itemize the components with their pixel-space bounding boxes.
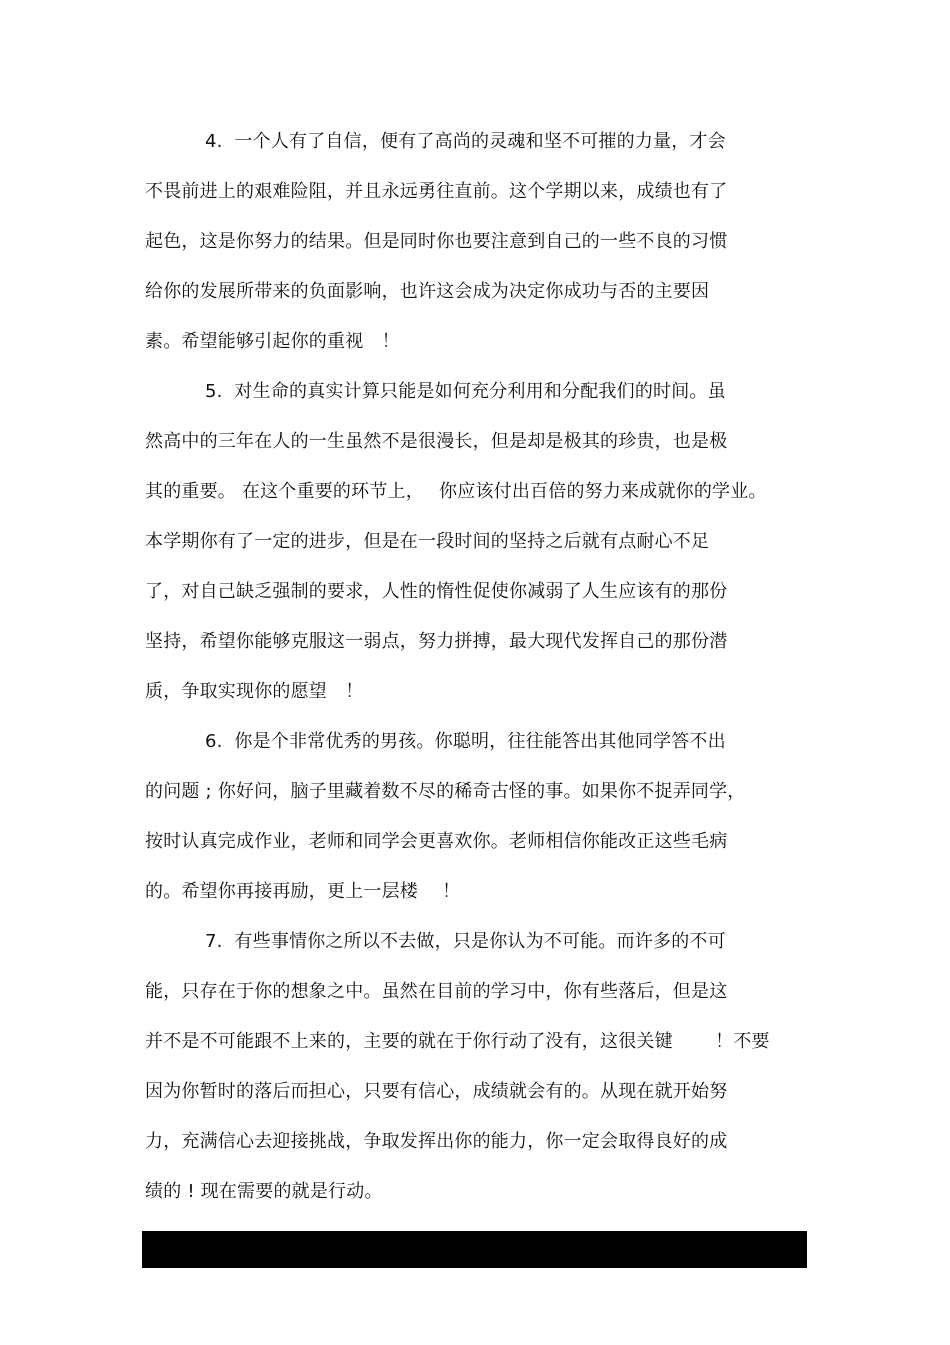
paragraph-6-line-3: 按时认真完成作业，老师和同学会更喜欢你。老师相信你能改正这些毛病 xyxy=(145,831,728,852)
paragraph-5-line-2: 然高中的三年在人的一生虽然不是很漫长，但是却是极其的珍贵，也是极 xyxy=(145,431,728,452)
paragraph-6-line-4: 的。希望你再接再励，更上一层楼 ！ xyxy=(145,881,461,902)
paragraph-4-line-3: 起色，这是你努力的结果。但是同时你也要注意到自己的一些不良的习惯 xyxy=(145,231,728,252)
paragraph-4-line-2: 不畏前进上的艰难险阻，并且永远勇往直前。这个学期以来，成绩也有了 xyxy=(145,181,728,202)
paragraph-7-line-1: 7. 有些事情你之所以不去做，只是你认为不可能。而许多的不可 xyxy=(205,931,726,952)
paragraph-7-line-6: 绩的 ! 现在需要的就是行动。 xyxy=(145,1181,383,1202)
paragraph-4-line-4: 给你的发展所带来的负面影响，也许这会成为决定你成功与否的主要因 xyxy=(145,281,710,302)
paragraph-4-line-5: 素。希望能够引起你的重视 ！ xyxy=(145,331,400,352)
paragraph-6-line-1: 6. 你是个非常优秀的男孩。你聪明，往往能答出其他同学答不出 xyxy=(205,731,726,752)
paragraph-7-line-4: 因为你暂时的落后而担心，只要有信心，成绩就会有的。从现在就开始努 xyxy=(145,1081,728,1102)
paragraph-4-line-1: 4. 一个人有了自信，便有了高尚的灵魂和坚不可摧的力量，才会 xyxy=(205,131,726,152)
paragraph-7-line-3: 并不是不可能跟不上来的，主要的就在于你行动了没有，这很关键 ！不要 xyxy=(145,1031,770,1052)
paragraph-6-line-2: 的问题 ; 你好问，脑子里藏着数不尽的稀奇古怪的事。如果你不捉弄同学， xyxy=(145,781,746,802)
paragraph-5-line-5: 了，对自己缺乏强制的要求，人性的惰性促使你减弱了人生应该有的那份 xyxy=(145,581,728,602)
paragraph-5-line-3: 其的重要。 在这个重要的环节上， 你应该付出百倍的努力来成就你的学业。 xyxy=(145,481,767,502)
paragraph-7-line-2: 能，只存在于你的想象之中。虽然在目前的学习中，你有些落后，但是这 xyxy=(145,981,728,1002)
paragraph-5-line-7: 质，争取实现你的愿望 ！ xyxy=(145,681,364,702)
paragraph-5-line-6: 坚持，希望你能够克服这一弱点，努力拼搏，最大现代发挥自己的那份潜 xyxy=(145,631,728,652)
paragraph-5-line-4: 本学期你有了一定的进步，但是在一段时间的坚持之后就有点耐心不足 xyxy=(145,531,710,552)
black-footer-bar xyxy=(142,1231,807,1268)
paragraph-7-line-5: 力，充满信心去迎接挑战，争取发挥出你的能力，你一定会取得良好的成 xyxy=(145,1131,728,1152)
paragraph-5-line-1: 5. 对生命的真实计算只能是如何充分利用和分配我们的时间。虽 xyxy=(205,381,726,402)
